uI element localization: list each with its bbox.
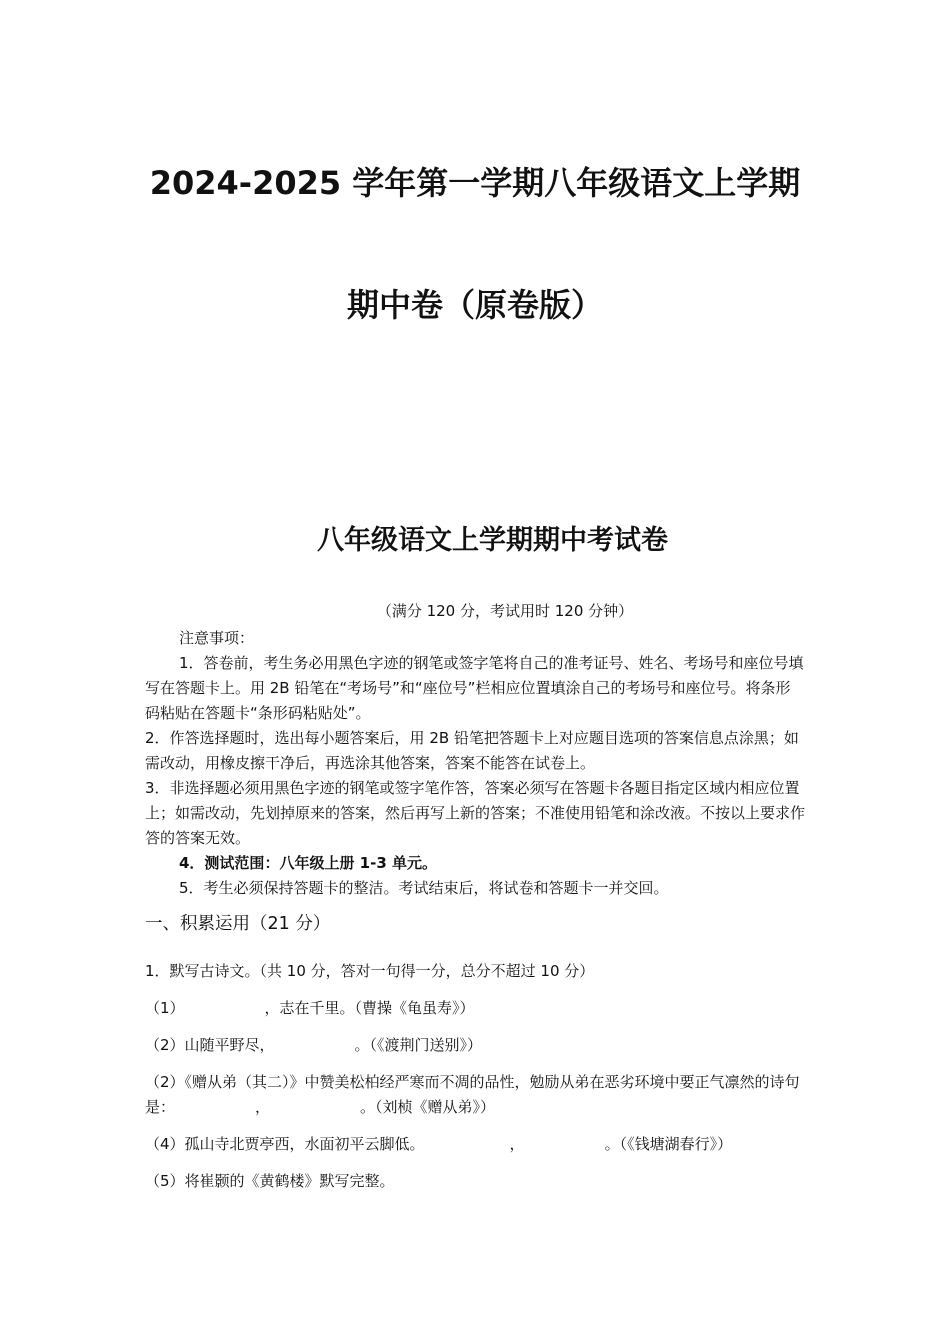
note-item-1: 1．答卷前，考生务必用黑色字迹的钢笔或签字笔将自己的准考证号、姓名、考场号和座位号填写在答题卡上。用 2B 铅笔在“考场号”和“座位号”栏相应位置填涂自己的考场号和座位号。将条形码粘贴在答题卡“条形码粘贴处”。 [145,654,804,722]
note-item-5: 5．考生必须保持答题卡的整洁。考试结束后，将试卷和答题卡一并交回。 [179,879,669,897]
item-4-mid: ， [509,1135,525,1153]
item-2-prefix: （2）山随平野尽， [145,1036,275,1054]
item-3-suffix: 。（刘桢《赠从弟》） [360,1098,496,1116]
item-1-suffix: ，志在千里。（曹操《龟虽寿》） [264,999,475,1017]
question-1-item-2 [145,1033,805,1058]
note-item-2: 2．作答选择题时，选出每小题答案后，用 2B 铅笔把答题卡上对应题目选项的答案信息点涂黑；如需改动，用橡皮擦干净后，再选涂其他答案，答案不能答在试卷上。 [145,729,799,772]
question-1-item-1 [145,996,805,1021]
question-1-item-3 [145,1070,805,1120]
exam-title-line2: 期中卷（原卷版） [346,286,603,324]
item-4-prefix: （4）孤山寺北贾亭西，水面初平云脚低。 [145,1135,425,1153]
exam-meta: （满分 120 分，考试用时 120 分钟） [376,602,634,620]
item-1-prefix: （1） [145,999,185,1017]
notes-block [145,626,805,901]
question-1-stem: 1．默写古诗文。（共 10 分，答对一句得一分，总分不超过 10 分） [145,962,595,980]
question-1-item-4 [145,1132,805,1157]
item-2-suffix: 。（《渡荆门送别》） [354,1036,483,1054]
exam-subtitle: 八年级语文上学期期中考试卷 [317,525,668,556]
notes-heading: 注意事项： [179,629,255,647]
note-item-3: 3．非选择题必须用黑色字迹的钢笔或签字笔作答，答案必须写在答题卡各题目指定区域内相应位置上；如需改动，先划掉原来的答案，然后再写上新的答案；不准使用铅笔和涂改液。不按以上要求作答的答案无效。 [145,779,806,847]
item-3-prefix: （2）《赠从弟（其二）》中赞美松柏经严寒而不凋的品性，勉励从弟在恶劣环境中要正气凛然的诗句是： [145,1073,800,1116]
exam-title-line1: 2024-2025 学年第一学期八年级语文上学期 [149,164,801,202]
question-1-item-5: （5）将崔颢的《黄鹤楼》默写完整。 [145,1172,395,1190]
item-3-mid: ， [255,1098,271,1116]
note-item-4: 4．测试范围：八年级上册 1-3 单元。 [179,854,437,872]
section-heading-1: 一、积累运用（21 分） [145,914,331,934]
item-4-suffix: 。（《钱塘湖春行》） [604,1135,733,1153]
